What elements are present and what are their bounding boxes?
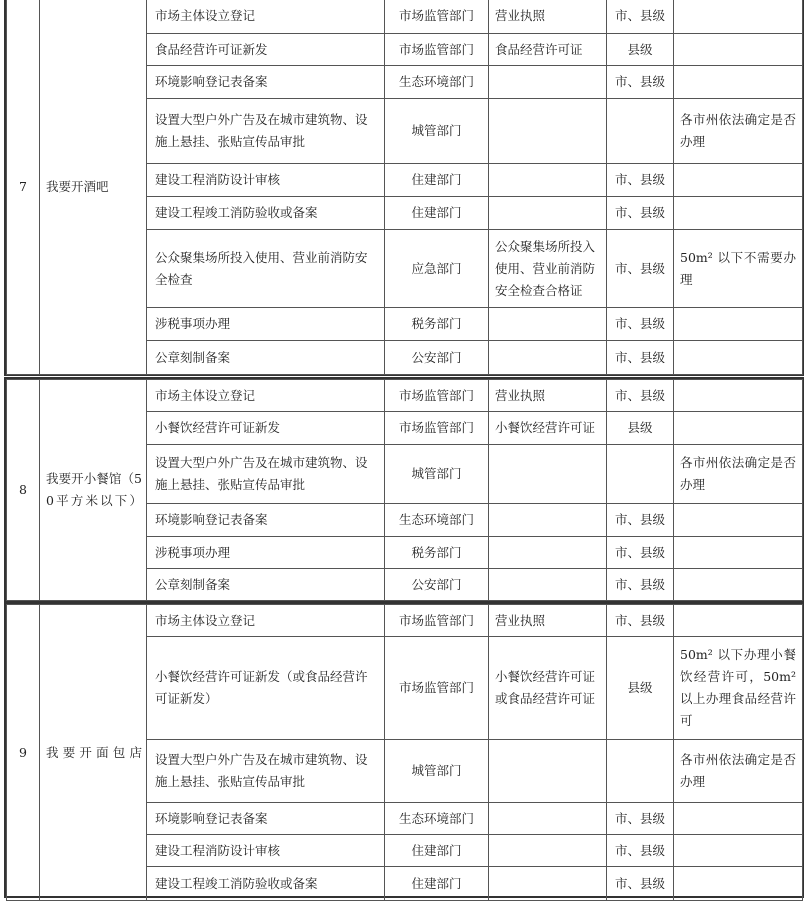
remark: [674, 605, 803, 637]
department: 住建部门: [385, 835, 489, 867]
remark: [674, 803, 803, 835]
item-name: 公章刻制备案: [147, 341, 385, 375]
department: 城管部门: [385, 740, 489, 803]
license-name: 小餐饮经营许可证或食品经营许可证: [489, 637, 607, 740]
admin-level: 市、县级: [607, 803, 674, 835]
department: 税务部门: [385, 537, 489, 569]
department: 应急部门: [385, 230, 489, 308]
item-name: 小餐饮经营许可证新发（或食品经营许可证新发）: [147, 637, 385, 740]
item-name: 建设工程消防设计审核: [147, 164, 385, 197]
admin-level: 市、县级: [607, 308, 674, 341]
remark: [674, 504, 803, 537]
license-name: [489, 99, 607, 164]
item-name: 建设工程消防设计审核: [147, 835, 385, 867]
remark: [674, 867, 803, 901]
remark: [674, 412, 803, 445]
item-name: 设置大型户外广告及在城市建筑物、设施上悬挂、张贴宣传品审批: [147, 445, 385, 504]
department: 市场监管部门: [385, 34, 489, 66]
department: 公安部门: [385, 341, 489, 375]
license-name: 营业执照: [489, 0, 607, 34]
item-name: 环境影响登记表备案: [147, 504, 385, 537]
department: 生态环境部门: [385, 803, 489, 835]
admin-level: 市、县级: [607, 605, 674, 637]
item-name: 市场主体设立登记: [147, 0, 385, 34]
admin-level: 县级: [607, 34, 674, 66]
department: 住建部门: [385, 867, 489, 901]
remark: [674, 308, 803, 341]
license-name: [489, 445, 607, 504]
department: 住建部门: [385, 164, 489, 197]
license-name: [489, 66, 607, 99]
admin-level: 市、县级: [607, 0, 674, 34]
license-name: 食品经营许可证: [489, 34, 607, 66]
department: 生态环境部门: [385, 504, 489, 537]
license-name: [489, 569, 607, 601]
license-name: [489, 803, 607, 835]
row-number: 8: [7, 380, 40, 601]
admin-level: 市、县级: [607, 341, 674, 375]
department: 住建部门: [385, 197, 489, 230]
license-name: 公众聚集场所投入使用、营业前消防安全检查合格证: [489, 230, 607, 308]
remark: [674, 380, 803, 412]
admin-level: [607, 740, 674, 803]
department: 市场监管部门: [385, 605, 489, 637]
item-name: 环境影响登记表备案: [147, 66, 385, 99]
admin-level: 市、县级: [607, 380, 674, 412]
department: 市场监管部门: [385, 380, 489, 412]
license-name: [489, 835, 607, 867]
table-block-9: [4, 602, 804, 898]
department: 生态环境部门: [385, 66, 489, 99]
item-name: 公众聚集场所投入使用、营业前消防安全检查: [147, 230, 385, 308]
admin-level: 市、县级: [607, 164, 674, 197]
admin-level: 市、县级: [607, 197, 674, 230]
item-name: 涉税事项办理: [147, 308, 385, 341]
item-name: 市场主体设立登记: [147, 605, 385, 637]
remark: [674, 197, 803, 230]
admin-level: 县级: [607, 412, 674, 445]
license-name: [489, 341, 607, 375]
remark: 50m² 以下办理小餐饮经营许可，50m² 以上办理食品经营许可: [674, 637, 803, 740]
remark: [674, 34, 803, 66]
remark: [674, 164, 803, 197]
remark: 各市州依法确定是否办理: [674, 740, 803, 803]
license-name: [489, 867, 607, 901]
remark: [674, 341, 803, 375]
remark: [674, 569, 803, 601]
table-row: [7, 380, 803, 412]
item-name: 环境影响登记表备案: [147, 803, 385, 835]
item-name: 设置大型户外广告及在城市建筑物、设施上悬挂、张贴宣传品审批: [147, 740, 385, 803]
table-row: [7, 605, 803, 637]
remark: [674, 66, 803, 99]
item-name: 食品经营许可证新发: [147, 34, 385, 66]
admin-level: 市、县级: [607, 230, 674, 308]
license-name: [489, 504, 607, 537]
item-name: 市场主体设立登记: [147, 380, 385, 412]
license-name: [489, 164, 607, 197]
business-category: 我要开小餐馆（50平方米以下）: [40, 380, 147, 601]
item-name: 公章刻制备案: [147, 569, 385, 601]
table-block-8: [4, 377, 804, 602]
remark: 各市州依法确定是否办理: [674, 445, 803, 504]
admin-level: 市、县级: [607, 66, 674, 99]
admin-level: 市、县级: [607, 537, 674, 569]
remark: 50m² 以下不需要办理: [674, 230, 803, 308]
admin-level: 市、县级: [607, 867, 674, 901]
department: 市场监管部门: [385, 0, 489, 34]
table-row: [7, 0, 803, 34]
department: 市场监管部门: [385, 412, 489, 445]
admin-level: [607, 445, 674, 504]
item-name: 小餐饮经营许可证新发: [147, 412, 385, 445]
row-number: 9: [7, 605, 40, 901]
business-category: 我要开面包店: [40, 605, 147, 901]
row-number: 7: [7, 0, 40, 375]
remark: [674, 835, 803, 867]
admin-level: [607, 99, 674, 164]
admin-level: 县级: [607, 637, 674, 740]
license-name: 营业执照: [489, 605, 607, 637]
admin-level: 市、县级: [607, 569, 674, 601]
admin-level: 市、县级: [607, 504, 674, 537]
item-name: 设置大型户外广告及在城市建筑物、设施上悬挂、张贴宣传品审批: [147, 99, 385, 164]
item-name: 建设工程竣工消防验收或备案: [147, 197, 385, 230]
license-name: [489, 740, 607, 803]
license-name: 小餐饮经营许可证: [489, 412, 607, 445]
department: 城管部门: [385, 99, 489, 164]
license-name: 营业执照: [489, 380, 607, 412]
department: 城管部门: [385, 445, 489, 504]
remark: 各市州依法确定是否办理: [674, 99, 803, 164]
item-name: 涉税事项办理: [147, 537, 385, 569]
admin-level: 市、县级: [607, 835, 674, 867]
item-name: 建设工程竣工消防验收或备案: [147, 867, 385, 901]
department: 公安部门: [385, 569, 489, 601]
department: 市场监管部门: [385, 637, 489, 740]
remark: [674, 537, 803, 569]
department: 税务部门: [385, 308, 489, 341]
license-name: [489, 537, 607, 569]
remark: [674, 0, 803, 34]
business-category: 我要开酒吧: [40, 0, 147, 375]
table-block-7: [4, 0, 804, 376]
license-name: [489, 308, 607, 341]
license-name: [489, 197, 607, 230]
